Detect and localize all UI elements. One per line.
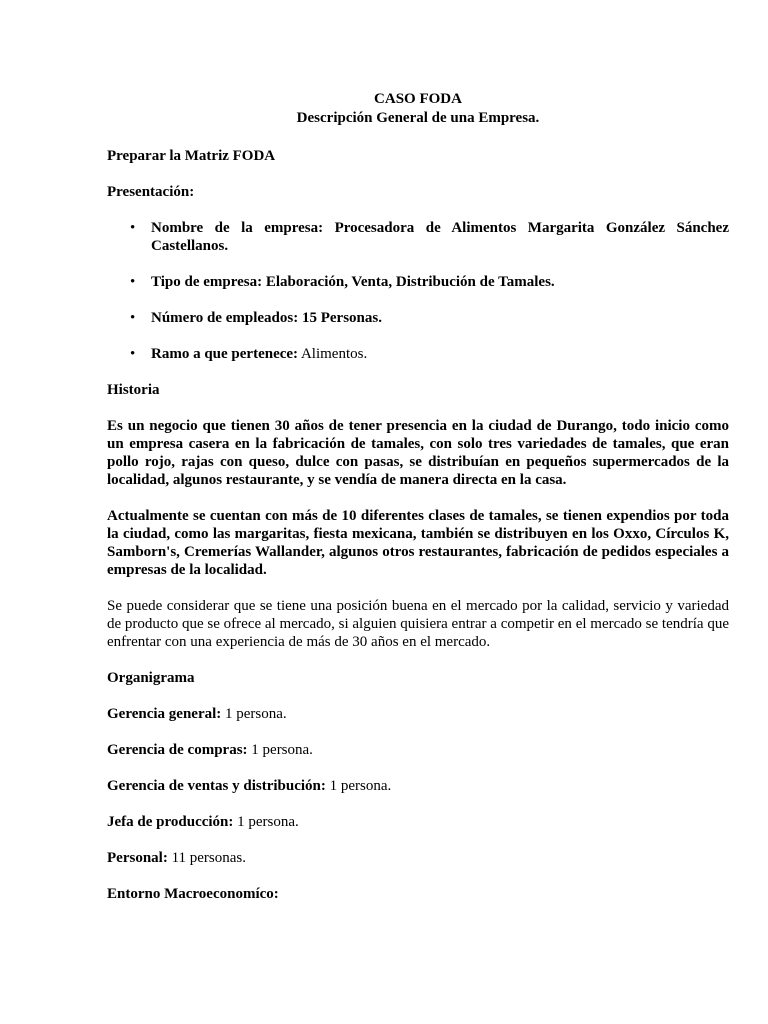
- bullet-icon: •: [130, 274, 136, 290]
- list-item-label: Ramo a que pertenece:: [151, 346, 299, 362]
- bullet-icon: •: [130, 220, 136, 236]
- role-value: 1 persona.: [247, 742, 313, 758]
- role-value: 1 persona.: [325, 778, 392, 794]
- role-label: Jefa de producción:: [107, 814, 234, 830]
- document-subtitle: Descripción General de una Empresa.: [296, 110, 540, 126]
- organigrama-role: [107, 741, 729, 759]
- list-item: [107, 273, 729, 291]
- list-item-label: Nombre de la empresa: Procesadora de Alimentos Margarita González Sánchez Castellanos.: [151, 220, 729, 254]
- list-item: [107, 309, 729, 327]
- document-title: CASO FODA: [374, 91, 462, 107]
- historia-paragraph-1: Es un negocio que tienen 30 años de tener presencia en la ciudad de Durango, todo inicio como un empresa casera en la fabricación de tamales, con solo tres variedades de tamales, que eran pollo rojo, rajas con queso, dulce con pasas, se distribuían en pequeños supermercados de la localidad, algunos restaurante, y se vendía de manera directa en la casa.: [107, 418, 729, 488]
- organigrama-role: [107, 777, 729, 795]
- title-block: [107, 90, 729, 128]
- bullet-icon: •: [130, 310, 136, 326]
- bullet-icon: •: [130, 346, 136, 362]
- list-item: [107, 345, 729, 363]
- list-item: [107, 219, 729, 255]
- organigrama-heading: Organigrama: [107, 670, 195, 686]
- organigrama-role: [107, 705, 729, 723]
- presentacion-heading: Presentación:: [107, 184, 195, 200]
- role-value: 1 persona.: [233, 814, 299, 830]
- list-item-value: Alimentos.: [298, 346, 368, 362]
- historia-paragraph-3: Se puede considerar que se tiene una posición buena en el mercado por la calidad, servicio y variedad de producto que se ofrece al mercado, si alguien quisiera entrar a competir en el mercado se tendría que enfrentar con una experiencia de más de 30 años en el mercado.: [107, 598, 729, 650]
- organigrama-role: [107, 813, 729, 831]
- historia-paragraph-2: Actualmente se cuentan con más de 10 diferentes clases de tamales, se tienen expendios por toda la ciudad, como las margaritas, fiesta mexicana, también se distribuyen en los Oxxo, Círculos K, Samborn's, Cremerías Wallander, algunos otros restaurantes, fabricación de pedidos especiales a empresas de la localidad.: [107, 508, 729, 578]
- historia-heading: Historia: [107, 382, 160, 398]
- entorno-heading: Entorno Macroeconomíco:: [107, 886, 279, 902]
- role-label: Gerencia general:: [107, 706, 222, 722]
- role-value: 11 personas.: [167, 850, 247, 866]
- organigrama-role: [107, 849, 729, 867]
- role-label: Personal:: [107, 850, 168, 866]
- document-page: [107, 90, 729, 903]
- role-label: Gerencia de compras:: [107, 742, 248, 758]
- role-value: 1 persona.: [221, 706, 287, 722]
- list-item-label: Número de empleados: 15 Personas.: [151, 310, 382, 326]
- presentacion-list: [107, 219, 729, 363]
- role-label: Gerencia de ventas y distribución:: [107, 778, 326, 794]
- list-item-label: Tipo de empresa: Elaboración, Venta, Distribución de Tamales.: [151, 274, 555, 290]
- instruction-text: Preparar la Matriz FODA: [107, 148, 276, 164]
